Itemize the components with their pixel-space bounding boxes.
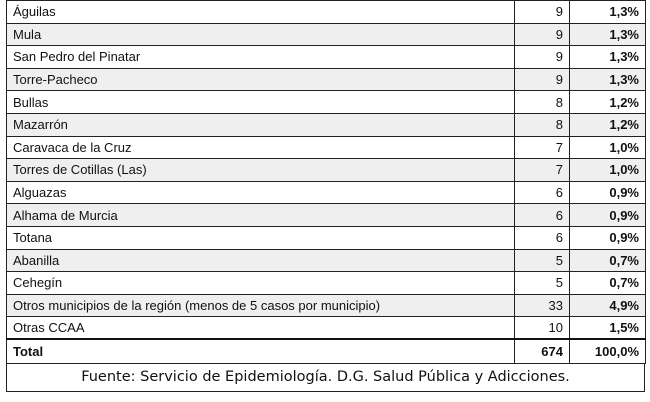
cases-cell: 33 [515,294,570,317]
municipality-cell: Mula [7,23,515,46]
municipality-cell: Cehegín [7,272,515,295]
table-row [7,226,646,249]
cases-cell: 7 [515,136,570,159]
table-row [7,46,646,69]
municipality-cell: Bullas [7,91,515,114]
total-row [7,339,646,363]
percentage-cell: 0,9% [570,204,646,227]
table-row [7,272,646,295]
percentage-cell: 0,7% [570,272,646,295]
cases-cell: 8 [515,91,570,114]
municipality-cell: Otras CCAA [7,317,515,340]
cases-cell: 9 [515,68,570,91]
municipality-cell: Caravaca de la Cruz [7,136,515,159]
municipality-cell: Totana [7,226,515,249]
table-row [7,136,646,159]
total-percentage: 100,0% [570,339,646,363]
municipality-cell: Torres de Cotillas (Las) [7,159,515,182]
cases-cell: 5 [515,272,570,295]
cases-by-municipality-table [6,0,646,364]
municipality-cell: Alguazas [7,181,515,204]
percentage-cell: 0,9% [570,181,646,204]
source-footer: Fuente: Servicio de Epidemiología. D.G. Salud Pública y Adicciones. [6,364,645,392]
table-row [7,113,646,136]
percentage-cell: 1,2% [570,91,646,114]
municipality-cell: Mazarrón [7,113,515,136]
cases-cell: 5 [515,249,570,272]
cases-cell: 9 [515,1,570,24]
table-row [7,249,646,272]
municipality-cell: Torre-Pacheco [7,68,515,91]
percentage-cell: 1,3% [570,68,646,91]
table-row [7,317,646,340]
table-row [7,23,646,46]
municipality-cell: Alhama de Murcia [7,204,515,227]
table-body [7,1,646,364]
municipality-cell: Otros municipios de la región (menos de 5 casos por municipio) [7,294,515,317]
percentage-cell: 1,3% [570,23,646,46]
cases-cell: 6 [515,204,570,227]
table-row [7,181,646,204]
cases-table-container [6,0,645,392]
table-row [7,1,646,24]
total-label: Total [7,339,515,363]
cases-cell: 6 [515,226,570,249]
table-row [7,68,646,91]
percentage-cell: 0,7% [570,249,646,272]
cases-cell: 7 [515,159,570,182]
municipality-cell: Abanilla [7,249,515,272]
percentage-cell: 1,0% [570,136,646,159]
table-row [7,91,646,114]
percentage-cell: 1,2% [570,113,646,136]
percentage-cell: 1,3% [570,46,646,69]
table-row [7,159,646,182]
municipality-cell: San Pedro del Pinatar [7,46,515,69]
cases-cell: 8 [515,113,570,136]
cases-cell: 9 [515,46,570,69]
total-cases: 674 [515,339,570,363]
percentage-cell: 1,3% [570,1,646,24]
percentage-cell: 4,9% [570,294,646,317]
percentage-cell: 1,5% [570,317,646,340]
cases-cell: 10 [515,317,570,340]
cases-cell: 9 [515,23,570,46]
cases-cell: 6 [515,181,570,204]
table-row [7,294,646,317]
percentage-cell: 0,9% [570,226,646,249]
table-row [7,204,646,227]
municipality-cell: Águilas [7,1,515,24]
percentage-cell: 1,0% [570,159,646,182]
